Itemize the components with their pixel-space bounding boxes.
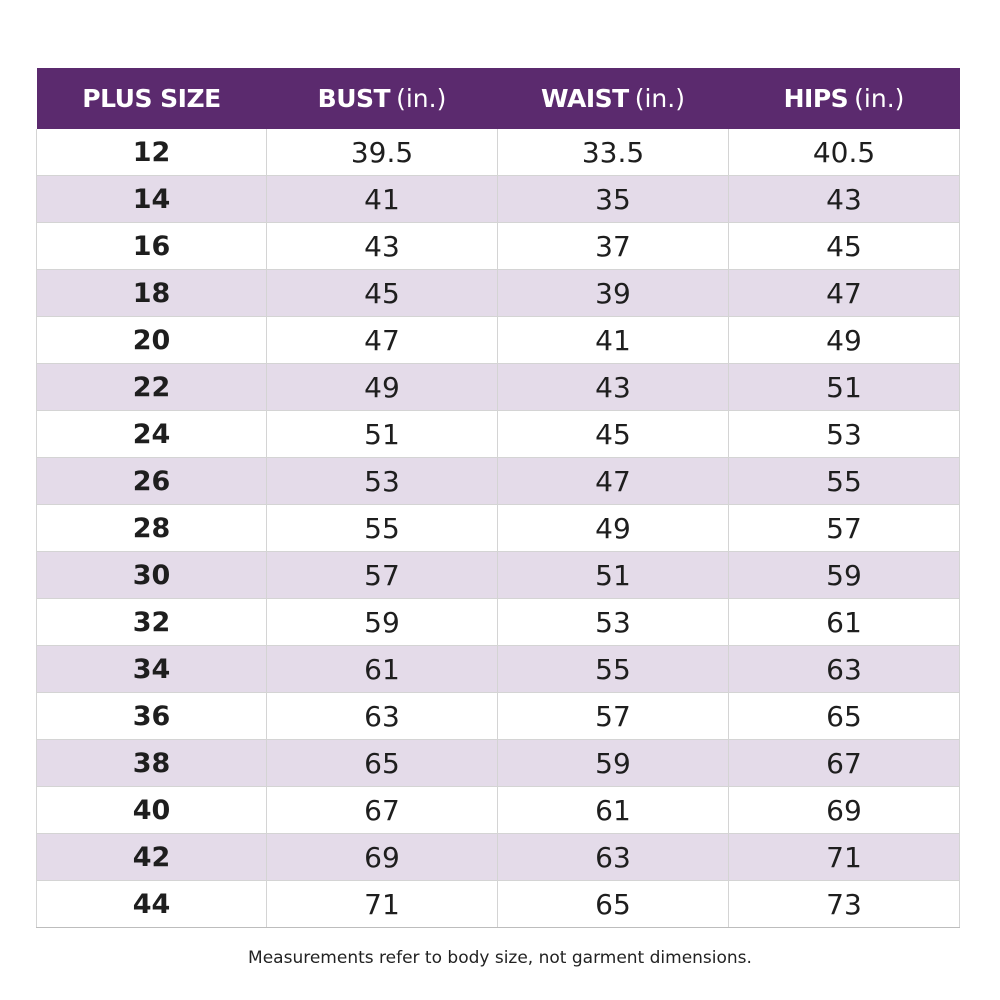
waist-cell: 51 xyxy=(498,552,729,599)
table-row xyxy=(37,881,960,928)
bust-cell: 47 xyxy=(267,317,498,364)
size-chart-table xyxy=(36,68,960,928)
bust-cell: 67 xyxy=(267,787,498,834)
waist-cell: 53 xyxy=(498,599,729,646)
bust-cell: 55 xyxy=(267,505,498,552)
bust-cell: 65 xyxy=(267,740,498,787)
footnote: Measurements refer to body size, not garment dimensions. xyxy=(248,948,752,968)
waist-cell: 55 xyxy=(498,646,729,693)
size-cell: 24 xyxy=(37,411,267,458)
size-cell: 26 xyxy=(37,458,267,505)
hips-cell: 67 xyxy=(729,740,960,787)
hips-cell: 59 xyxy=(729,552,960,599)
table-row xyxy=(37,223,960,270)
bust-cell: 51 xyxy=(267,411,498,458)
hips-cell: 65 xyxy=(729,693,960,740)
column-header-unit: (in.) xyxy=(634,84,685,113)
size-cell: 42 xyxy=(37,834,267,881)
hips-cell: 63 xyxy=(729,646,960,693)
size-cell: 36 xyxy=(37,693,267,740)
bust-cell: 63 xyxy=(267,693,498,740)
table-row xyxy=(37,693,960,740)
size-cell: 34 xyxy=(37,646,267,693)
hips-cell: 69 xyxy=(729,787,960,834)
size-cell: 40 xyxy=(37,787,267,834)
size-cell: 44 xyxy=(37,881,267,928)
waist-cell: 41 xyxy=(498,317,729,364)
bust-cell: 45 xyxy=(267,270,498,317)
hips-cell: 71 xyxy=(729,834,960,881)
table-body xyxy=(37,129,960,928)
hips-cell: 47 xyxy=(729,270,960,317)
table-row xyxy=(37,129,960,176)
column-header-plus-size xyxy=(37,68,267,129)
size-cell: 16 xyxy=(37,223,267,270)
size-cell: 14 xyxy=(37,176,267,223)
size-cell: 38 xyxy=(37,740,267,787)
header-row xyxy=(37,68,960,129)
table-row xyxy=(37,787,960,834)
bust-cell: 39.5 xyxy=(267,129,498,176)
column-header-name: WAIST xyxy=(541,84,629,113)
size-cell: 18 xyxy=(37,270,267,317)
waist-cell: 57 xyxy=(498,693,729,740)
waist-cell: 43 xyxy=(498,364,729,411)
waist-cell: 35 xyxy=(498,176,729,223)
size-cell: 22 xyxy=(37,364,267,411)
bust-cell: 69 xyxy=(267,834,498,881)
column-header-name: PLUS SIZE xyxy=(82,84,221,113)
size-cell: 30 xyxy=(37,552,267,599)
bust-cell: 59 xyxy=(267,599,498,646)
waist-cell: 49 xyxy=(498,505,729,552)
table-row xyxy=(37,599,960,646)
hips-cell: 55 xyxy=(729,458,960,505)
column-header-bust xyxy=(267,68,498,129)
hips-cell: 61 xyxy=(729,599,960,646)
waist-cell: 61 xyxy=(498,787,729,834)
column-header-name: BUST xyxy=(317,84,391,113)
column-header-name: HIPS xyxy=(783,84,849,113)
waist-cell: 59 xyxy=(498,740,729,787)
bust-cell: 49 xyxy=(267,364,498,411)
column-header-unit: (in.) xyxy=(396,84,447,113)
size-cell: 12 xyxy=(37,129,267,176)
table-row xyxy=(37,364,960,411)
bust-cell: 71 xyxy=(267,881,498,928)
hips-cell: 53 xyxy=(729,411,960,458)
table-row xyxy=(37,834,960,881)
waist-cell: 47 xyxy=(498,458,729,505)
column-header-hips xyxy=(729,68,960,129)
bust-cell: 57 xyxy=(267,552,498,599)
bust-cell: 61 xyxy=(267,646,498,693)
table-row xyxy=(37,270,960,317)
hips-cell: 57 xyxy=(729,505,960,552)
waist-cell: 45 xyxy=(498,411,729,458)
table-row xyxy=(37,317,960,364)
hips-cell: 51 xyxy=(729,364,960,411)
size-cell: 28 xyxy=(37,505,267,552)
table-row xyxy=(37,411,960,458)
hips-cell: 43 xyxy=(729,176,960,223)
waist-cell: 37 xyxy=(498,223,729,270)
waist-cell: 63 xyxy=(498,834,729,881)
hips-cell: 49 xyxy=(729,317,960,364)
column-header-waist xyxy=(498,68,729,129)
table-row xyxy=(37,552,960,599)
bust-cell: 53 xyxy=(267,458,498,505)
table-row xyxy=(37,740,960,787)
bust-cell: 43 xyxy=(267,223,498,270)
column-header-unit: (in.) xyxy=(854,84,905,113)
hips-cell: 45 xyxy=(729,223,960,270)
waist-cell: 65 xyxy=(498,881,729,928)
hips-cell: 73 xyxy=(729,881,960,928)
waist-cell: 33.5 xyxy=(498,129,729,176)
size-cell: 20 xyxy=(37,317,267,364)
waist-cell: 39 xyxy=(498,270,729,317)
table-row xyxy=(37,458,960,505)
table-row xyxy=(37,505,960,552)
table-header xyxy=(37,68,960,129)
bust-cell: 41 xyxy=(267,176,498,223)
table-row xyxy=(37,646,960,693)
table-row xyxy=(37,176,960,223)
hips-cell: 40.5 xyxy=(729,129,960,176)
size-cell: 32 xyxy=(37,599,267,646)
